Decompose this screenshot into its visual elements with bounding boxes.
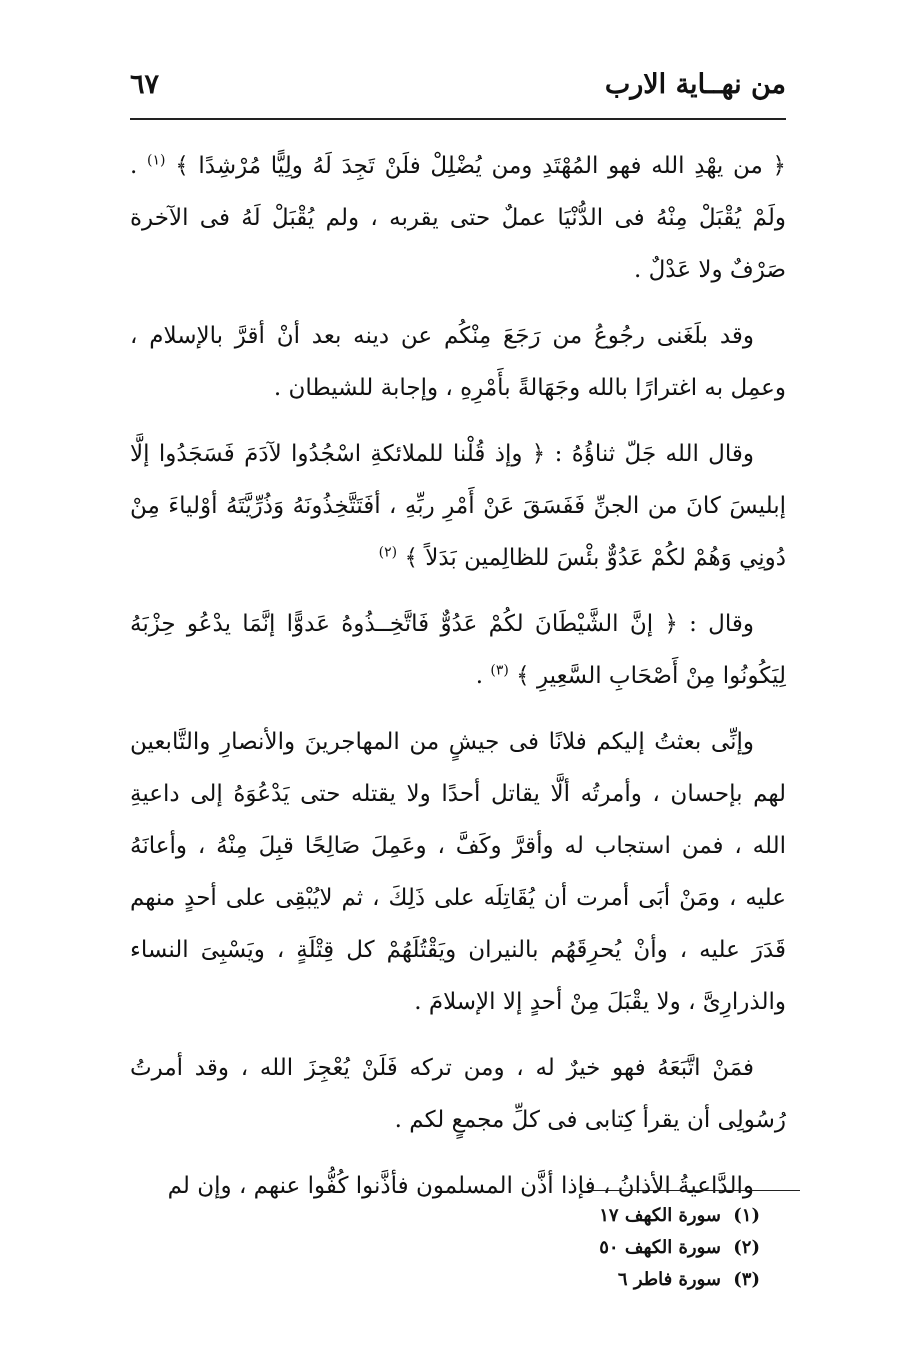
footnote-number: (٢) [733, 1237, 760, 1258]
paragraph-7: والدَّاعيةُ الأذانُ ، فإذا أذَّن المسلمون فأذَّنوا كُفُّوا عنهم ، وإن لم [167, 1173, 754, 1199]
paragraph-3 [130, 428, 786, 584]
paragraph-1 [130, 140, 786, 296]
footnote-text: سورة الكهف ١٧ [599, 1205, 721, 1226]
footnote-item [510, 1200, 760, 1232]
footnote-rule [588, 1190, 800, 1191]
paragraph-4 [130, 598, 786, 702]
footnotes [510, 1200, 760, 1296]
footnote-ref: (١) [147, 152, 166, 169]
paragraph-text: . [475, 663, 484, 689]
paragraph-text: . ولَمْ يُقْبَلْ مِنْهُ فى الدُّنْيَا عملٌ حتى يقربه ، ولم يُقْبَلْ لَهُ فى الآخرة صَرْفٌ ولا عَدْلٌ . [130, 153, 786, 283]
footnote-item [510, 1232, 760, 1264]
footnote-text: سورة الكهف ٥٠ [599, 1237, 721, 1258]
quran-quote: ﴿ من يهْدِ الله فهو المُهْتَدِ ومن يُضْلِلْ فلَنْ تَجِدَ لَهُ ولِيًّا مُرْشِدًا ﴾ [175, 153, 787, 179]
page-header [130, 62, 786, 106]
footnote-item [510, 1264, 760, 1296]
footnote-number: (٣) [733, 1269, 760, 1290]
header-rule [130, 118, 786, 120]
paragraph-6: فمَنْ اتَّبَعَهُ فهو خيرٌ له ، ومن تركه فَلَنْ يُعْجِزَ الله ، وقد أمرتُ رُسُولِى أن يقرأ كِتابى فى كلِّ مجمعٍ لكم . [130, 1055, 786, 1133]
running-title: من نهــاية الارب [604, 68, 786, 100]
footnote-ref: (٣) [490, 662, 509, 679]
paragraph-5: وإنِّى بعثتُ إليكم فلانًا فى جيشٍ من المهاجرينَ والأنصارِ والتَّابعين لهم بإحسان ، وأمرتُه ألَّا يقاتل أحدًا ولا يقتله حتى يَدْعُوَهُ إلى داعيةِ الله ، فمن استجاب له وأقرَّ وكَفَّ ، وعَمِلَ صَالِحًا قبِلَ مِنْهُ ، وأعانَهُ عليه ، ومَنْ أبَى أمرت أن يُقَاتِلَه على ذَلِكَ ، ثم لايُبْقِى على أحدٍ منهم قَدَرَ عليه ، وأنْ يُحرِقَهُم بالنيران ويَقْتُلَهُمْ كل قِتْلَةٍ ، ويَسْبِىَ النساء والذرارِىَّ ، ولا يقْبَلَ مِنْ أحدٍ إلا الإسلامَ . [130, 729, 786, 1015]
footnote-number: (١) [733, 1205, 760, 1226]
quran-quote: وقال الله جَلّ ثناؤُهُ : ﴿ وإذ قُلْنا للملائكةِ اسْجُدُوا لآدَمَ فَسَجَدُوا إلَّا إبليسَ كانَ من الجنِّ فَفَسَقَ عَنْ أَمْرِ ربِّهِ ، أفَتَتَّخِذُونَهُ وَذُرِّيَّتَهُ أوْلياءَ مِنْ دُونِي وَهُمْ لكُمْ عَدُوٌّ بئْسَ للظالِمين بَدَلاً ﴾ [130, 441, 786, 571]
paragraph-2: وقد بلَغَنى رجُوعُ من رَجَعَ مِنْكُم عن دينه بعد أنْ أقرَّ بالإسلام ، وعمِل به اغترارًا بالله وجَهَالةً بأَمْرِهِ ، وإجابة للشيطان . [130, 323, 786, 401]
quran-quote: وقال : ﴿ إنَّ الشَّيْطَانَ لكُمْ عَدُوٌّ فَاتَّخِــذُوهُ عَدوًّا إنَّمَا يدْعُو حِزْبَهُ لِيَكُونُوا مِنْ أَصْحَابِ السَّعِيرِ ﴾ [130, 611, 786, 689]
body-text [130, 140, 786, 1226]
footnote-text: سورة فاطر ٦ [617, 1269, 721, 1290]
page-number: ٦٧ [130, 68, 160, 100]
footnote-ref: (٢) [378, 544, 398, 561]
